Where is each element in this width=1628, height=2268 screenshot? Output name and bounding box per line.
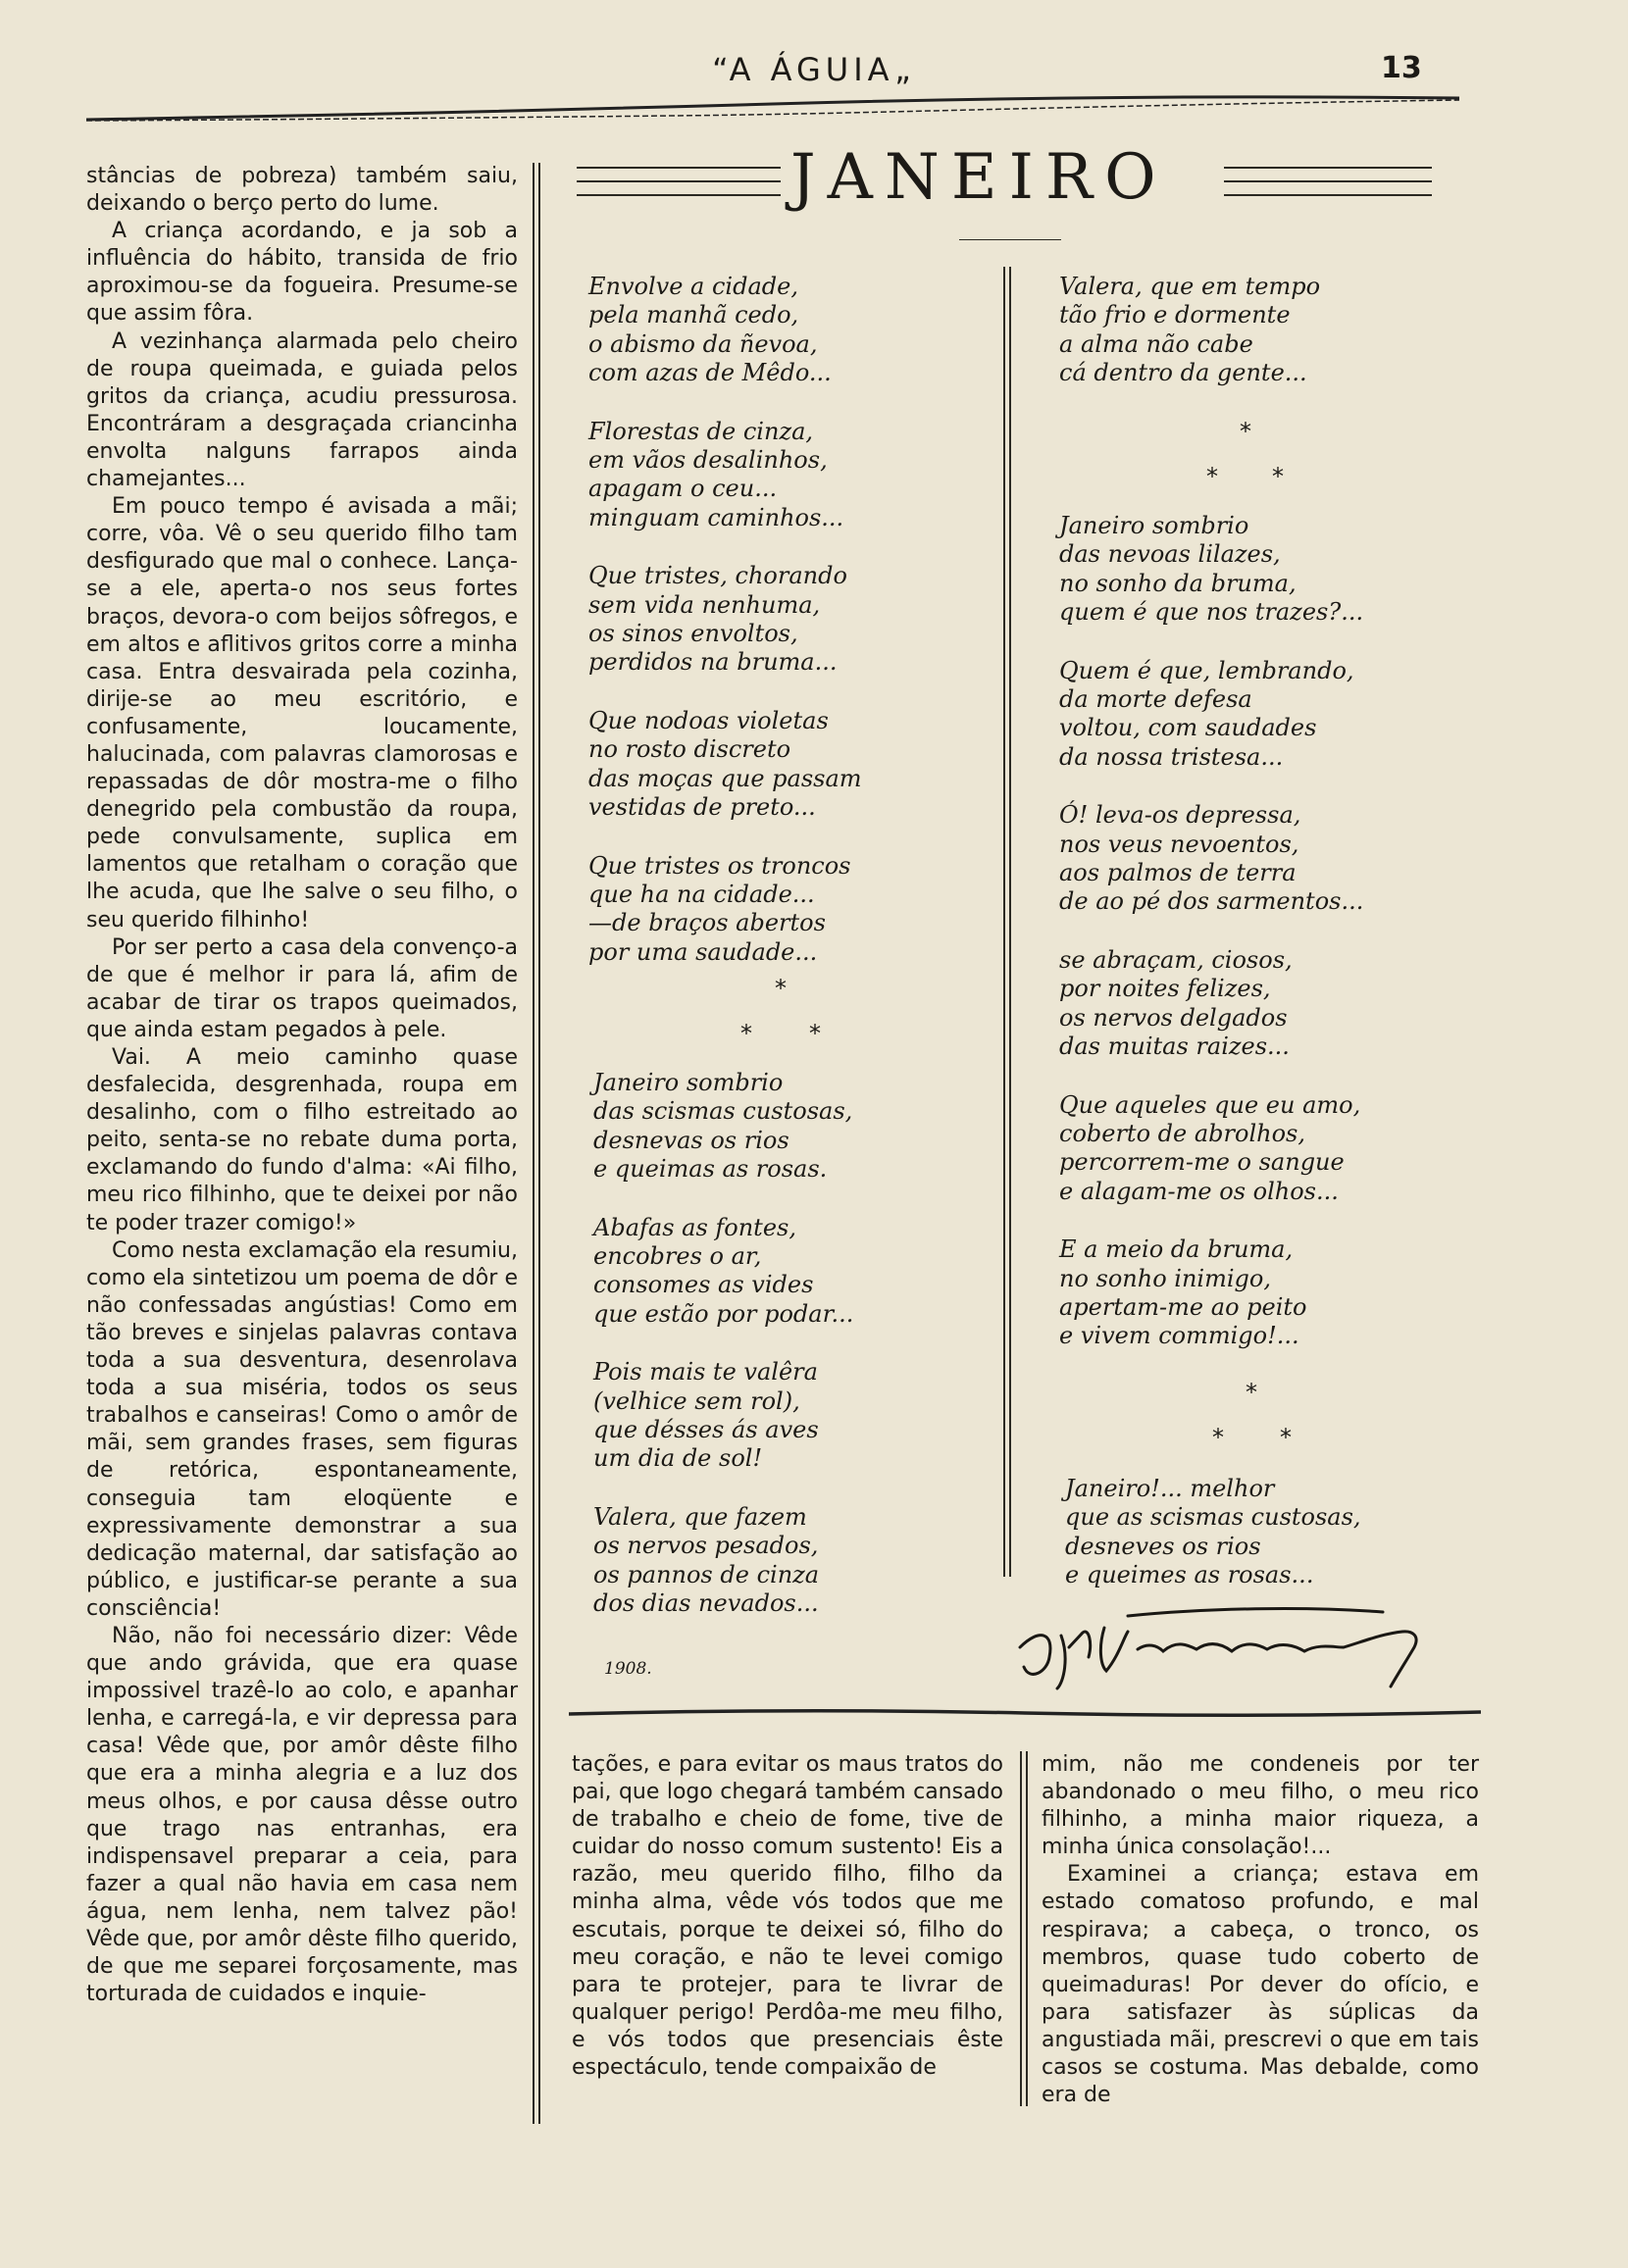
stars-2-top: *	[1240, 418, 1251, 445]
poem-line: Janeiro!... melhor	[1065, 1475, 1275, 1502]
poem-line: os sinos envoltos,	[588, 620, 798, 648]
poem-line: tão frio e dormente	[1059, 301, 1291, 329]
poem-line: a alma não cabe	[1059, 329, 1253, 358]
title-rule-left-1	[577, 167, 781, 169]
left-para-5: Por ser perto a casa dela convenço-a de que é melhor ir para lá, afim de acabar de tirar os trapos queimados, que ainda estam pegados à pele.	[86, 934, 518, 1042]
poem-stanza	[1059, 1235, 1363, 1351]
poem-line: por noites felizes,	[1059, 975, 1271, 1003]
poem-line: nos veus nevoentos,	[1059, 830, 1299, 858]
poem-stanza	[1059, 512, 1363, 628]
poem-stanza	[1065, 1475, 1361, 1590]
poem-stanza	[1059, 657, 1363, 773]
poem-line: apertam-me ao peito	[1059, 1292, 1307, 1321]
poem-line: Pois mais te valêra	[593, 1358, 818, 1386]
poem-line: das nevoas lilazes,	[1059, 540, 1281, 569]
page-number: 13	[1381, 51, 1422, 85]
poem-line: no rosto discreto	[588, 735, 791, 764]
bottom-divider-double	[1026, 1751, 1028, 2106]
stars-3-top: *	[1246, 1379, 1257, 1406]
poem-line: Ó! leva-os depressa,	[1059, 801, 1301, 830]
poem-line: os nervos pesados,	[593, 1532, 819, 1560]
poem-column-divider	[1003, 267, 1005, 1577]
poem-line: desnevas os rios	[593, 1126, 789, 1154]
poem-column-1b	[593, 1069, 853, 1648]
poem-line: (velhice sem rol),	[593, 1386, 800, 1415]
left-para-7: Como nesta exclamação ela resumiu, como ela sintetizou um poema de dôr e não confessadas angústias! Como em tão breves e sinjelas palavras contava toda a sua desventura, desenrolava toda a sua miséria, todos os seus trabalhos e canseiras! Como o amôr de mãi, sem grandes frases, sem figuras de retórica, espontaneamente, conseguia tam eloqüente e expressivamente demonstrar a sua dedicação maternal, dar satisfação ao público, e justificar-se perante a sua consciência!	[86, 1237, 518, 1621]
stars-2-left: *	[1206, 463, 1218, 490]
poem-line: de ao pé dos sarmentos...	[1059, 887, 1364, 916]
poem-line: e vivem commigo!...	[1059, 1322, 1299, 1350]
poem-line: que désses ás aves	[593, 1416, 819, 1444]
poem-line: das moças que passam	[588, 764, 862, 792]
poem-line: sem vida nenhuma,	[588, 590, 821, 619]
poem-line: Que aqueles que eu amo,	[1059, 1090, 1361, 1119]
poem-line: desneves os rios	[1065, 1532, 1261, 1560]
author-signature	[1010, 1588, 1442, 1696]
title-rule-right-3	[1224, 194, 1432, 196]
bottom-divider	[1020, 1751, 1022, 2106]
title-rule-right-1	[1224, 167, 1432, 169]
poem-stanza	[588, 852, 862, 968]
poem-stanza	[588, 273, 862, 388]
left-para-3: A vezinhança alarmada pelo cheiro de roupa queimada, e guiada pelos gritos da criança, acudiu pressurosa. Encontráram a desgraçada criancinha envolta nalguns farrapos ainda chamejantes...	[86, 328, 518, 492]
poem-line: da nossa tristesa...	[1059, 742, 1284, 771]
poem-stanza	[1059, 946, 1363, 1062]
bottom-right-para-2: Examinei a criança; estava em estado comatoso profundo, e mal respirava; a cabeça, o tronco, os membros, quase tudo coberto de queimaduras! Por dever do ofício, e para satisfazer às súplicas da angustiada mãi, prescrevi o que em tais casos se costuma. Mas debalde, como era de	[1042, 1862, 1479, 2108]
poem-line: dos dias nevados...	[593, 1589, 819, 1618]
poem-line: aos palmos de terra	[1059, 859, 1297, 887]
poem-stanza	[588, 707, 862, 823]
poem-line: voltou, com saudades	[1059, 714, 1317, 742]
poem-line: o abismo da ñevoa,	[588, 329, 818, 358]
poem-stanza	[1059, 801, 1363, 917]
poem-column-2b	[1059, 512, 1363, 1381]
poem-stanza	[593, 1358, 853, 1474]
title-rule-right-2	[1224, 180, 1432, 182]
left-para-8: Não, não foi necessário dizer: Vêde que ando grávida, que era quase impossivel trazê-lo ao colo, e apanhar lenha, e carregá-la, e vir depressa para casa! Vêde que, por amôr dêste filho que era a minha alegria e a luz dos meus olhos, e por causa dêsse outro que trago nas entranhas, era indispensavel preparar a ceia, para fazer a qual não havia em casa nem água, nem lenha, nem talvez pão! Vêde que, por amôr dêste filho querido, de que me separei forçosamente, mas torturada de cuidados e inquie-	[86, 1623, 518, 2007]
poem-line: que estão por podar...	[593, 1299, 854, 1328]
poem-line: os nervos delgados	[1059, 1003, 1288, 1032]
poem-line: e queimes as rosas...	[1065, 1561, 1314, 1589]
bottom-middle-para: tações, e para evitar os maus tratos do pai, que logo chegará também cansado de trabalho e cheio de fome, tive de cuidar do nosso comum sustento! Eis a razão, meu querido filho, filho da minha alma, vêde vós todos que me escutais, porque te deixei só, filho do meu coração, e não te levei comigo para te protejer, para te livrar de qualquer perigo! Perdôa-me meu filho, e vós todos que presenciais êste espectáculo, tende compaixão de	[572, 1752, 1003, 2081]
poem-line: das scismas custosas,	[593, 1097, 853, 1126]
left-para-6: Vai. A meio caminho quase desfalecida, desgrenhada, roupa em desalinho, com o filho estreitado ao peito, senta-se no rebate duma porta, exclamando do fundo d'alma: «Ai filho, meu rico filhinho, que te deixei por não te poder trazer comigo!»	[86, 1045, 518, 1235]
poem-line: cá dentro da gente...	[1059, 359, 1307, 387]
poem-line: consomes as vides	[593, 1271, 814, 1299]
title-underline	[959, 239, 1061, 240]
poem-stanza	[593, 1503, 853, 1619]
poem-stanza	[1059, 1091, 1363, 1207]
stars-1-top: *	[775, 975, 787, 1002]
poem-line: minguam caminhos...	[588, 503, 844, 531]
bottom-middle-column	[572, 1751, 1003, 2082]
poem-line: com azas de Mêdo...	[588, 359, 832, 387]
poem-line: no sonho inimigo,	[1059, 1264, 1271, 1292]
bottom-right-para-1: mim, não me condeneis por ter abandonado o meu filho, o meu rico filhinho, a minha maior riqueza, a minha única consolação!...	[1042, 1752, 1479, 1860]
poem-line: no sonho da bruma,	[1059, 569, 1297, 597]
poem-line: que as scismas custosas,	[1065, 1503, 1361, 1532]
poem-line: um dia de sol!	[593, 1444, 763, 1473]
header-ornamental-rule	[86, 90, 1459, 124]
poem-line: percorrem-me o sangue	[1059, 1148, 1345, 1177]
title-rule-left-3	[577, 194, 781, 196]
left-para-2: A criança acordando, e ja sob a influência do hábito, transida de frio aproximou-se da fogueira. Presume-se que assim fôra.	[86, 219, 518, 327]
poem-column-2a	[1059, 273, 1320, 418]
left-para-1: stâncias de pobreza) também saiu, deixando o berço perto do lume.	[86, 164, 518, 217]
poem-line: Que tristes, chorando	[588, 562, 847, 590]
poem-line: Valera, que fazem	[593, 1502, 807, 1531]
poem-stanza	[1059, 273, 1320, 388]
poem-line: Florestas de cinza,	[588, 417, 814, 445]
poem-date: 1908.	[604, 1659, 652, 1679]
poem-line: e queimas as rosas.	[593, 1155, 828, 1184]
bottom-right-column	[1042, 1751, 1479, 2109]
poem-line: das muitas raizes...	[1059, 1033, 1290, 1061]
poem-line: em vãos desalinhos,	[588, 446, 828, 475]
section-ornamental-rule	[569, 1706, 1481, 1720]
poem-line: Janeiro sombrio	[1059, 512, 1249, 539]
poem-stanza	[593, 1214, 853, 1330]
stars-1-left: *	[740, 1020, 752, 1047]
poem-line: perdidos na bruma...	[588, 648, 838, 677]
running-head: “A ÁGUIA„	[712, 51, 916, 88]
title-rule-left-2	[577, 180, 781, 182]
poem-line: coberto de abrolhos,	[1059, 1119, 1305, 1147]
poem-line: os pannos de cinza	[593, 1560, 820, 1588]
poem-line: Quem é que, lembrando,	[1059, 656, 1354, 684]
poem-line: quem é que nos trazes?...	[1059, 598, 1364, 627]
poem-line: Abafas as fontes,	[593, 1213, 796, 1241]
poem-line: apagam o ceu...	[588, 475, 778, 503]
poem-column-1	[588, 273, 862, 996]
poem-line: Que nodoas violetas	[588, 706, 829, 734]
poem-line: pela manhã cedo,	[588, 301, 799, 329]
poem-line: encobres o ar,	[593, 1242, 762, 1271]
poem-line: que ha na cidade...	[588, 880, 815, 908]
column-divider-left	[533, 163, 534, 2124]
poem-line: da morte defesa	[1059, 685, 1252, 714]
left-para-4: Em pouco tempo é avisada a mãi; corre, vôa. Vê o seu querido filho tam desfigurado que mal o conhece. Lança-se a ele, aperta-o nos seus fortes braços, devora-o com beijos sôfregos, e em altos e aflitivos gritos corre a minha casa. Entra desvairada pela cozinha, dirije-se ao meu escritório, e confusamente, loucamente, halucinada, com palavras clamorosas e repassadas de dôr mostra-me o filho denegrido pela combustão da roupa, pede convulsamente, suplica em lamentos que retalham o coração que lhe acuda, que lhe salve o seu filho, o seu querido filhinho!	[86, 494, 518, 932]
left-column-text	[86, 163, 518, 2008]
stars-3-left: *	[1212, 1424, 1224, 1451]
stars-1-right: *	[809, 1020, 821, 1047]
poem-stanza	[593, 1069, 853, 1184]
poem-line: por uma saudade...	[588, 937, 818, 966]
poem-line: Que tristes os troncos	[588, 851, 851, 880]
poem-line: Janeiro sombrio	[593, 1069, 784, 1096]
poem-line: se abraçam, ciosos,	[1059, 945, 1293, 974]
stars-2-right: *	[1272, 463, 1284, 490]
poem-line: Envolve a cidade,	[588, 273, 798, 300]
poem-column-divider-double	[1009, 267, 1011, 1577]
stars-3-right: *	[1280, 1424, 1292, 1451]
poem-line: E a meio da bruma,	[1059, 1235, 1294, 1264]
poem-line: Valera, que em tempo	[1059, 273, 1321, 300]
poem-title: JANEIRO	[790, 141, 1168, 214]
poem-stanza	[588, 562, 862, 678]
column-divider-left-double	[538, 163, 540, 2124]
poem-stanza	[588, 418, 862, 533]
poem-line: e alagam-me os olhos...	[1059, 1177, 1339, 1205]
poem-line: —de braços abertos	[588, 909, 826, 937]
poem-line: vestidas de preto...	[588, 793, 816, 822]
